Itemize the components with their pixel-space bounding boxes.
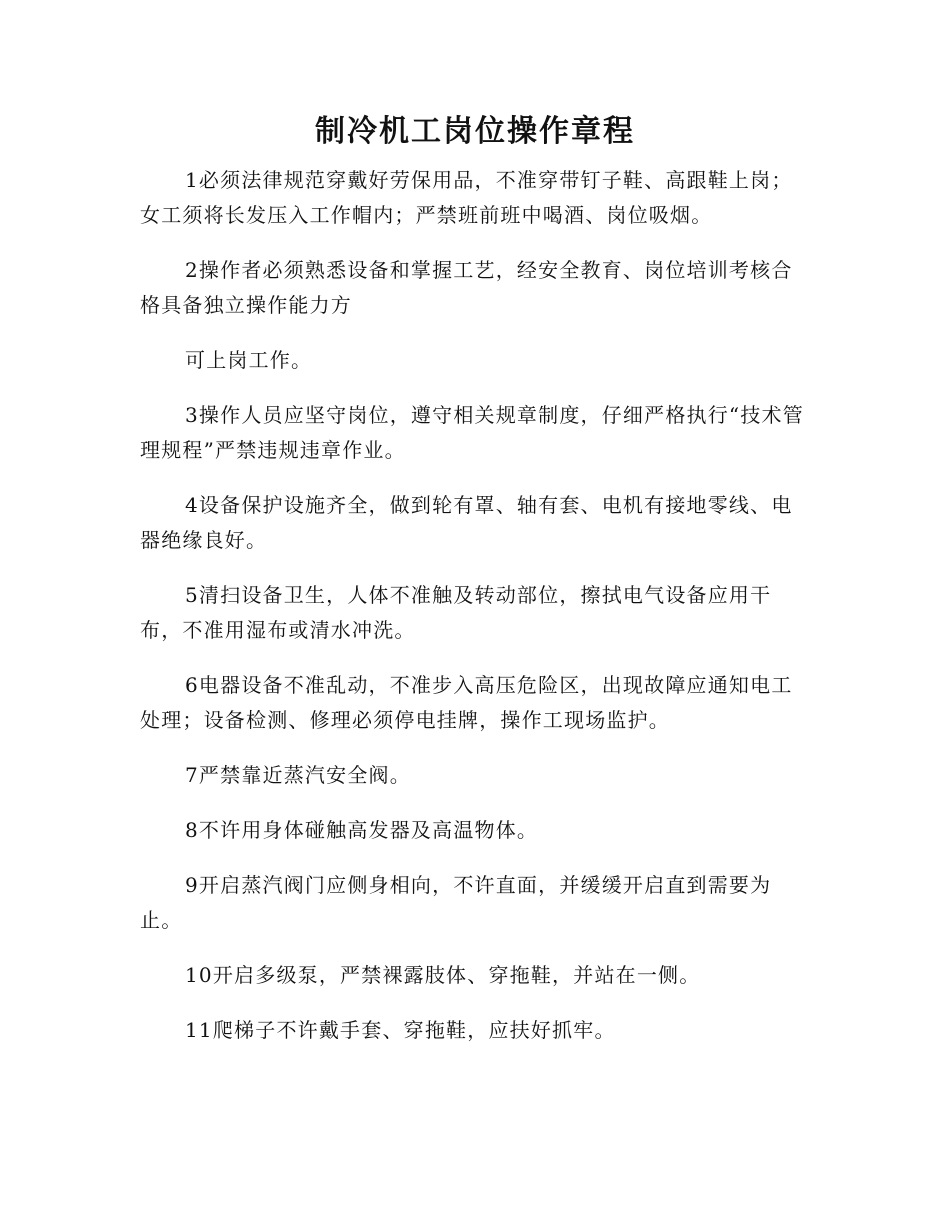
paragraph-7: 7严禁靠近蒸汽安全阀。 [185,763,411,787]
paragraph-6: 6电器设备不准乱动，不准步入高压危险区，出现故障应通知电工处理；设备检测、修理必须停电挂牌，操作工现场监护。 [140,673,793,732]
paragraph-10: 10开启多级泵，严禁裸露肢体、穿拖鞋，并站在一侧。 [185,963,701,987]
paragraph-8: 8不许用身体碰触高发器及高温物体。 [185,818,539,842]
paragraph-4: 4设备保护设施齐全，做到轮有罩、轴有套、电机有接地零线、电器绝缘良好。 [140,493,793,552]
paragraph-11: 11爬梯子不许戴手套、穿拖鞋，应扶好抓牢。 [185,1018,616,1042]
paragraph-3: 3操作人员应坚守岗位，遵守相关规章制度，仔细严格执行“技术管理规程”严禁违规违章作业。 [140,403,804,462]
document-body [140,163,812,1068]
paragraph-5: 5清扫设备卫生，人体不准触及转动部位，擦拭电气设备应用干布，不准用湿布或清水冲洗。 [140,583,772,642]
paragraph-2-continued: 可上岗工作。 [185,348,313,372]
document-title: 制冷机工岗位操作章程 [315,114,635,149]
paragraph-9: 9开启蒸汽阀门应侧身相向，不许直面，并缓缓开启直到需要为止。 [140,873,772,932]
paragraph-1: 1必须法律规范穿戴好劳保用品，不准穿带钉子鞋、高跟鞋上岗；女工须将长发压入工作帽内；严禁班前班中喝酒、岗位吸烟。 [140,168,793,227]
paragraph-2: 2操作者必须熟悉设备和掌握工艺，经安全教育、岗位培训考核合格具备独立操作能力方 [140,258,793,317]
